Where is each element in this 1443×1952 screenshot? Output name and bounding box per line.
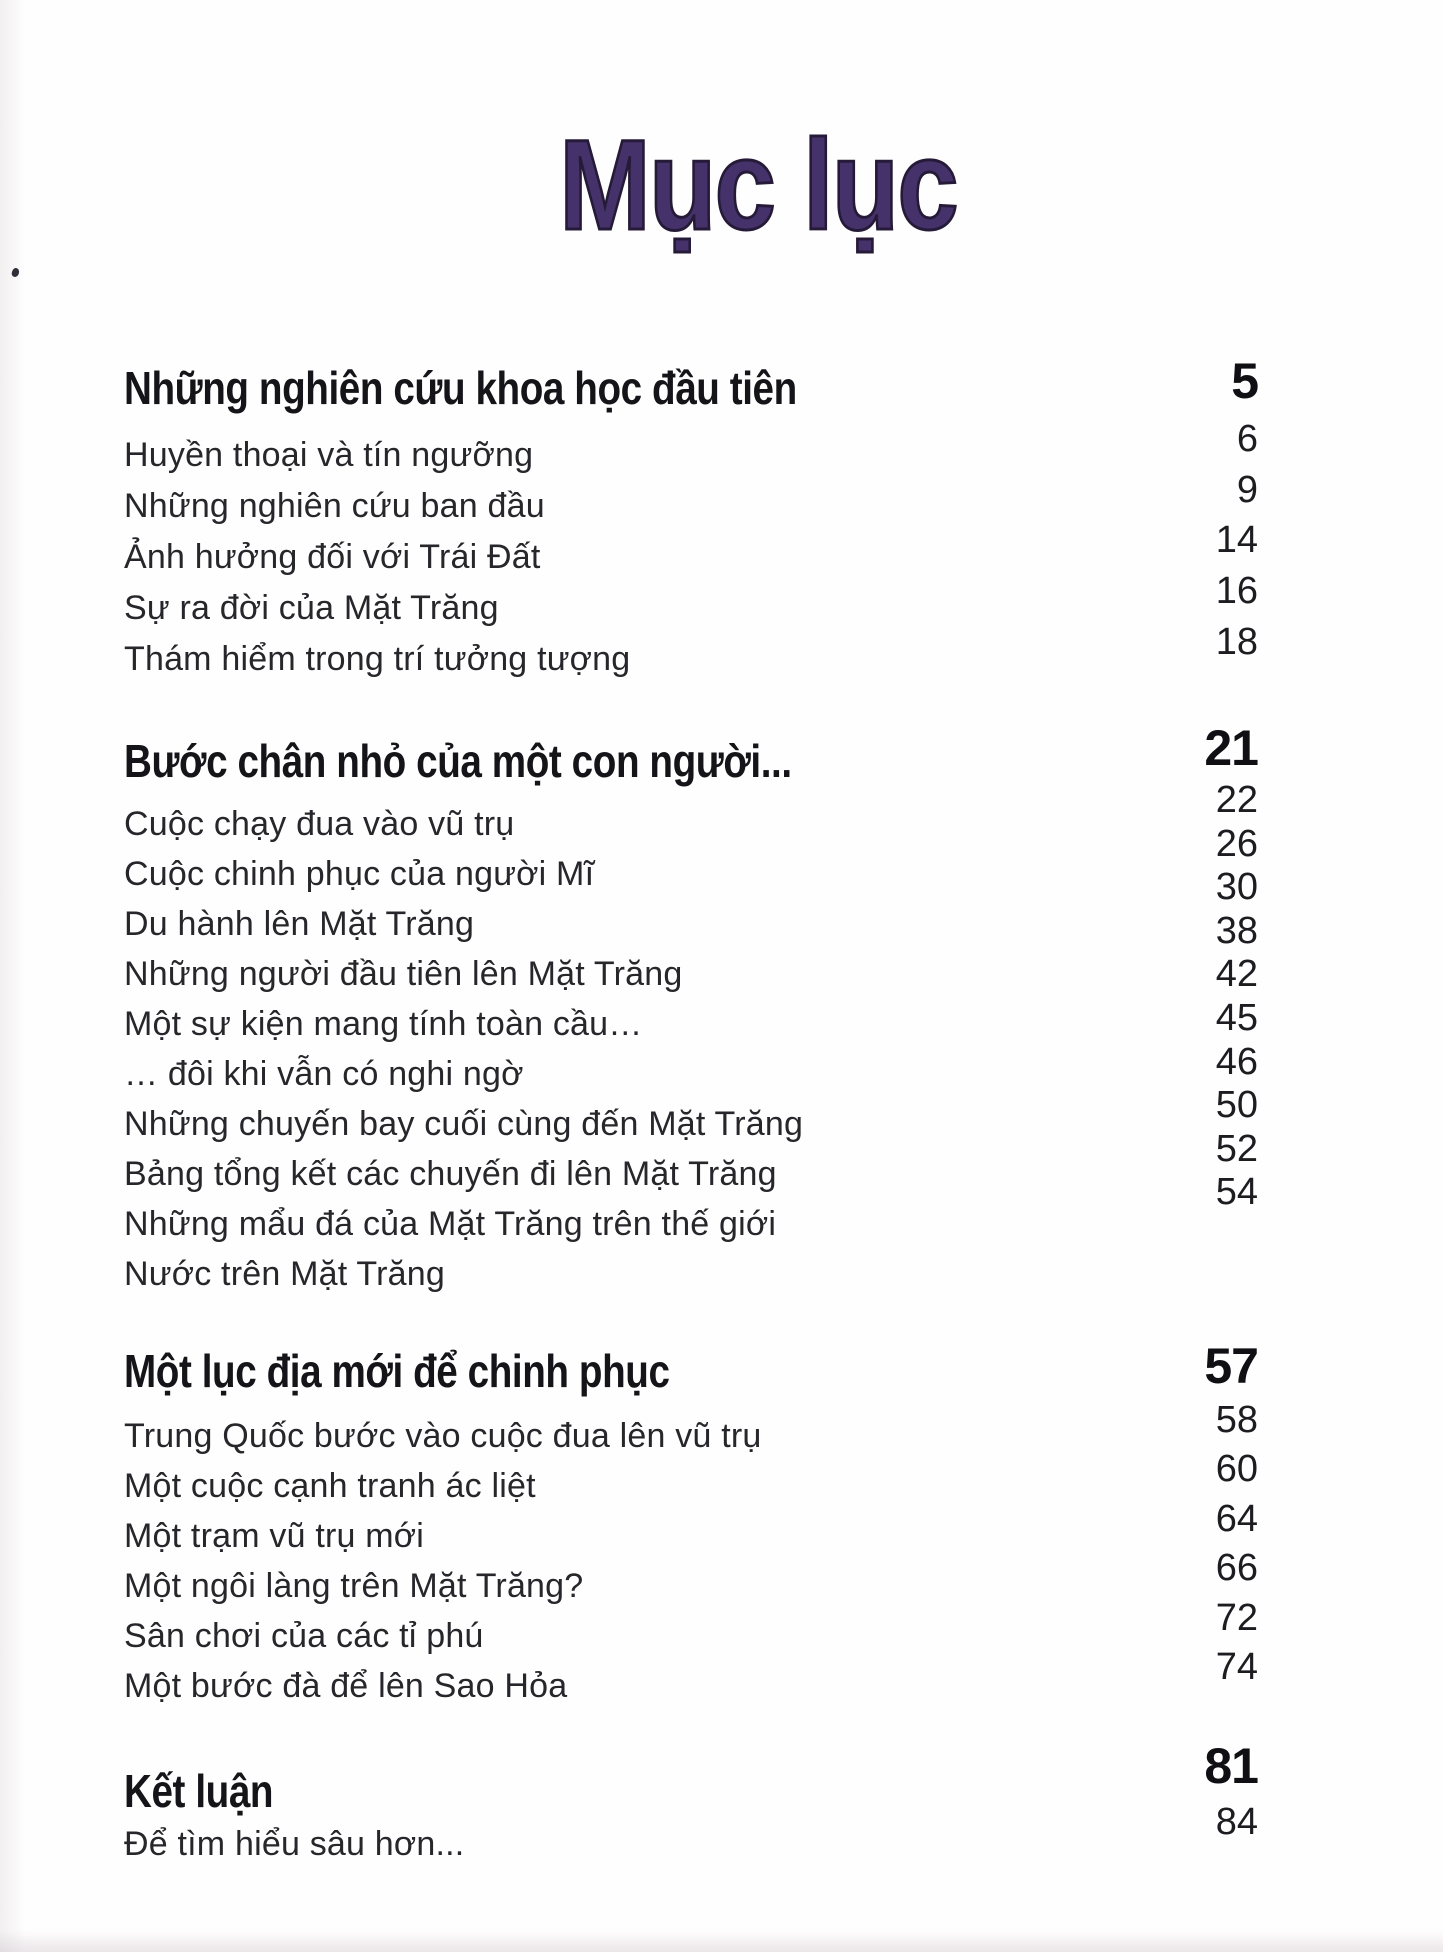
- toc-item-title: Một sự kiện mang tính toàn cầu…: [124, 1005, 643, 1043]
- section-numbers-column: [1038, 720, 1258, 1217]
- section-page-number: 5: [1231, 353, 1258, 409]
- page-title: Mục lục: [559, 114, 957, 257]
- toc-item-title: Một bước đà để lên Sao Hỏa: [124, 1667, 568, 1705]
- page-number: 9: [1236, 468, 1258, 511]
- toc-item-title: … đôi khi vẫn có nghi ngờ: [124, 1055, 524, 1093]
- toc-item-title: Một ngôi làng trên Mặt Trăng?: [124, 1567, 584, 1605]
- page-number: 22: [1215, 779, 1258, 821]
- section-titles-column: [124, 1345, 773, 1715]
- page-number: 50: [1215, 1084, 1258, 1127]
- toc-item-title: Những mẩu đá của Mặt Trăng trên thế giới: [124, 1205, 777, 1243]
- page-number: 74: [1215, 1645, 1258, 1688]
- toc-item-title: Bảng tổng kết các chuyến đi lên Mặt Trăng: [124, 1155, 777, 1193]
- page-number: 18: [1215, 620, 1258, 663]
- toc-item-title: Một trạm vũ trụ mới: [124, 1517, 425, 1555]
- page-number: 52: [1215, 1127, 1258, 1170]
- section-page-number: 81: [1204, 1738, 1258, 1794]
- toc-item-title: Ảnh hưởng đối với Trái Đất: [124, 538, 541, 576]
- toc-item-title: Sự ra đời của Mặt Trăng: [124, 589, 499, 627]
- toc-item-title: Du hành lên Mặt Trăng: [124, 905, 475, 943]
- page-number: 54: [1215, 1171, 1258, 1214]
- page-number: 45: [1215, 996, 1258, 1039]
- section-heading: Kết luận: [124, 1765, 274, 1817]
- page-number: 66: [1215, 1547, 1258, 1590]
- page-number: 46: [1215, 1040, 1258, 1083]
- section-numbers-column: [1038, 353, 1258, 673]
- section-numbers-column: [1038, 1338, 1258, 1697]
- section-page-number: 57: [1204, 1338, 1258, 1394]
- section-page-number: 21: [1204, 720, 1258, 776]
- toc-item-title: Những người đầu tiên lên Mặt Trăng: [124, 955, 683, 993]
- toc-item-title: Huyền thoại và tín ngưỡng: [124, 436, 534, 474]
- page-number: 60: [1215, 1448, 1258, 1491]
- page-number: 72: [1215, 1596, 1258, 1639]
- page-number: 84: [1215, 1801, 1258, 1843]
- page-number: 42: [1215, 953, 1258, 996]
- section-heading: Một lục địa mới để chinh phục: [124, 1345, 670, 1397]
- toc-item-title: Nước trên Mặt Trăng: [124, 1255, 445, 1293]
- toc-item-title: Trung Quốc bước vào cuộc đua lên vũ trụ: [124, 1417, 762, 1455]
- toc-item-title: Cuộc chạy đua vào vũ trụ: [124, 805, 515, 843]
- page-number: 16: [1215, 570, 1258, 613]
- page-number: 64: [1215, 1497, 1258, 1540]
- section-titles-column: [124, 1765, 464, 1873]
- ink-speck: [11, 267, 21, 278]
- toc-item-title: Những chuyến bay cuối cùng đến Mặt Trăng: [124, 1105, 804, 1143]
- section-heading: Những nghiên cứu khoa học đầu tiên: [124, 362, 797, 414]
- page-number: 58: [1215, 1399, 1258, 1441]
- toc-item-title: Những nghiên cứu ban đầu: [124, 487, 545, 525]
- page-number: 30: [1215, 866, 1258, 909]
- toc-item-title: Cuộc chinh phục của người Mĩ: [124, 855, 595, 893]
- page-number: 26: [1215, 822, 1258, 865]
- page-number: 14: [1215, 519, 1258, 562]
- toc-item-title: Sân chơi của các tỉ phú: [124, 1617, 484, 1655]
- page-number: 6: [1236, 418, 1258, 460]
- section-numbers-column: [1038, 1738, 1258, 1853]
- toc-item-title: Thám hiểm trong trí tưởng tượng: [124, 640, 631, 678]
- section-titles-column: [124, 735, 919, 1303]
- section-heading: Bước chân nhỏ của một con người...: [124, 735, 792, 787]
- page-number: 38: [1215, 909, 1258, 952]
- toc-item-title: Để tìm hiểu sâu hơn...: [124, 1825, 465, 1863]
- toc-item-title: Một cuộc cạnh tranh ác liệt: [124, 1467, 536, 1505]
- section-titles-column: [124, 362, 925, 689]
